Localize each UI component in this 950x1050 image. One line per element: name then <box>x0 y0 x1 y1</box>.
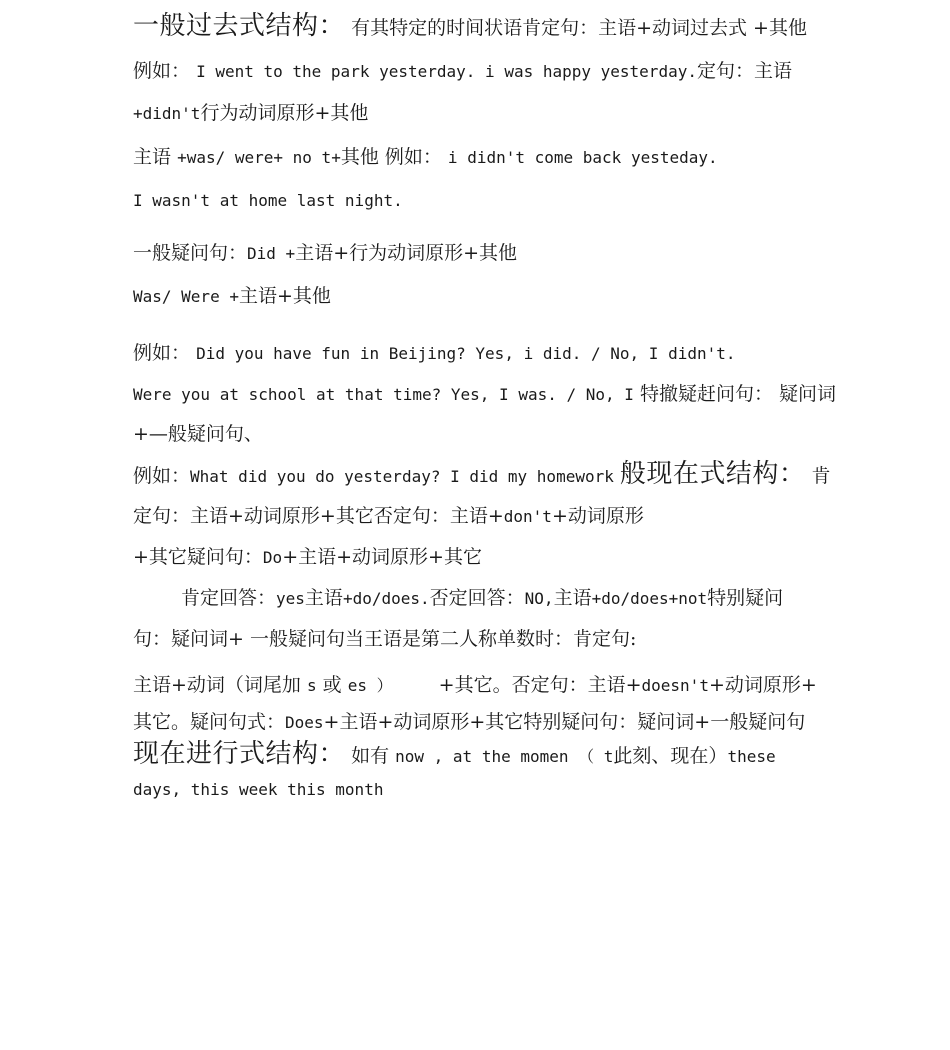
english-span: yes <box>276 589 305 608</box>
line-2 <box>133 59 792 84</box>
text-span: 主语 <box>304 587 343 609</box>
text-span: +动词原形 <box>551 505 644 527</box>
english-example: What did you do yesterday? I did my homework <box>190 467 614 486</box>
text-span: 肯定回答： <box>181 587 277 609</box>
line-14 <box>181 586 783 611</box>
english-example: days, this week this month <box>133 780 384 799</box>
text-span: 其它。疑问句式： <box>133 711 286 733</box>
english-span: Does <box>285 713 324 732</box>
english-span: Did + <box>247 244 296 263</box>
english-span: +didn't <box>133 104 201 123</box>
text-span: +主语+动词原形+其它 <box>282 546 482 568</box>
text-span: 主语 <box>133 146 172 168</box>
text-span: 有其特定的时间状语肯定句：主语+动词过去式 +其他 <box>351 17 807 39</box>
line-18 <box>133 739 776 769</box>
heading-present-continuous: 现在进行式结构： <box>133 739 346 769</box>
english-span: doesn't <box>641 676 709 695</box>
line-7 <box>133 284 331 309</box>
english-span: +do/does+not <box>591 589 708 608</box>
english-example: Were you at school at that time? Yes, I was. / No, I <box>133 385 634 404</box>
line-4 <box>133 145 718 170</box>
english-example: I wasn't at home last night. <box>133 191 403 210</box>
english-example: Did you have fun in Beijing? Yes, i did. / No, I didn't. <box>196 344 736 363</box>
text-span: 特别疑问 <box>707 587 784 609</box>
line-17 <box>133 710 805 735</box>
text-span: 此刻、现在） <box>613 745 728 767</box>
line-8 <box>133 341 736 366</box>
line-16 <box>133 673 817 698</box>
line-6 <box>133 241 517 266</box>
text-span: 肯 <box>811 465 831 487</box>
text-span: 特撤疑赶问句： 疑问词 <box>639 383 836 405</box>
text-span: 行为动词原形+其他 <box>200 102 369 124</box>
english-example: i didn't come back yesteday. <box>447 148 718 167</box>
english-example: I went to the park yesterday. i was happy yesterday. <box>196 62 697 81</box>
line-1 <box>133 11 807 41</box>
text-span: 主语+其他 <box>238 285 331 307</box>
text-span: 或 <box>322 674 342 696</box>
text-span: +主语+动词原形+其它特别疑问句：疑问词+一般疑问句 <box>323 711 806 733</box>
text-span: 否定回答： <box>429 587 525 609</box>
line-11 <box>133 459 831 489</box>
english-span: +do/does. <box>342 589 430 608</box>
english-span: es ） <box>347 676 393 695</box>
text-span: +其它。否定句：主语+ <box>438 674 642 696</box>
text-span: 定句：主语+动词原形+其它否定句：主语+ <box>133 505 504 527</box>
text-span: 主语+动词（词尾加 <box>133 674 301 696</box>
english-span: now , at the momen （ t <box>395 747 614 766</box>
text-span: 主语+行为动词原形+其他 <box>295 242 518 264</box>
text-span: 一般疑问句： <box>133 242 248 264</box>
text-span: 主语 <box>553 587 592 609</box>
text-span: 例如： <box>133 60 191 82</box>
line-19 <box>133 777 383 802</box>
english-span: these <box>727 747 776 766</box>
line-15 <box>133 627 636 651</box>
heading-present-tense: 般现在式结构： <box>619 459 806 489</box>
english-span: Was/ Were + <box>133 287 239 306</box>
text-span: 例如： <box>133 465 191 487</box>
line-13 <box>133 545 482 570</box>
text-span: +动词原形+ <box>708 674 817 696</box>
english-span: NO, <box>524 589 554 608</box>
english-span: s <box>306 676 317 695</box>
text-span: +其它疑问句： <box>133 546 263 568</box>
text-span: 例如： <box>133 342 191 364</box>
line-3 <box>133 101 368 126</box>
english-span: don't <box>503 507 552 526</box>
english-span: +was/ were+ no t+ <box>177 148 341 167</box>
text-span: 其他 例如： <box>340 146 442 168</box>
line-12 <box>133 504 644 529</box>
line-10 <box>133 422 263 446</box>
line-5 <box>133 188 403 213</box>
text-span: 如有 <box>351 745 390 767</box>
english-span: Do <box>262 548 283 567</box>
text-span: 定句：主语 <box>696 60 792 82</box>
heading-past-tense: 一般过去式结构： <box>133 11 346 41</box>
text-span: 句：疑问词+ 一般疑问句当王语是第二人称单数时：肯定句: <box>133 628 637 650</box>
line-9 <box>133 382 836 407</box>
text-span: +—般疑问句、 <box>133 423 263 445</box>
